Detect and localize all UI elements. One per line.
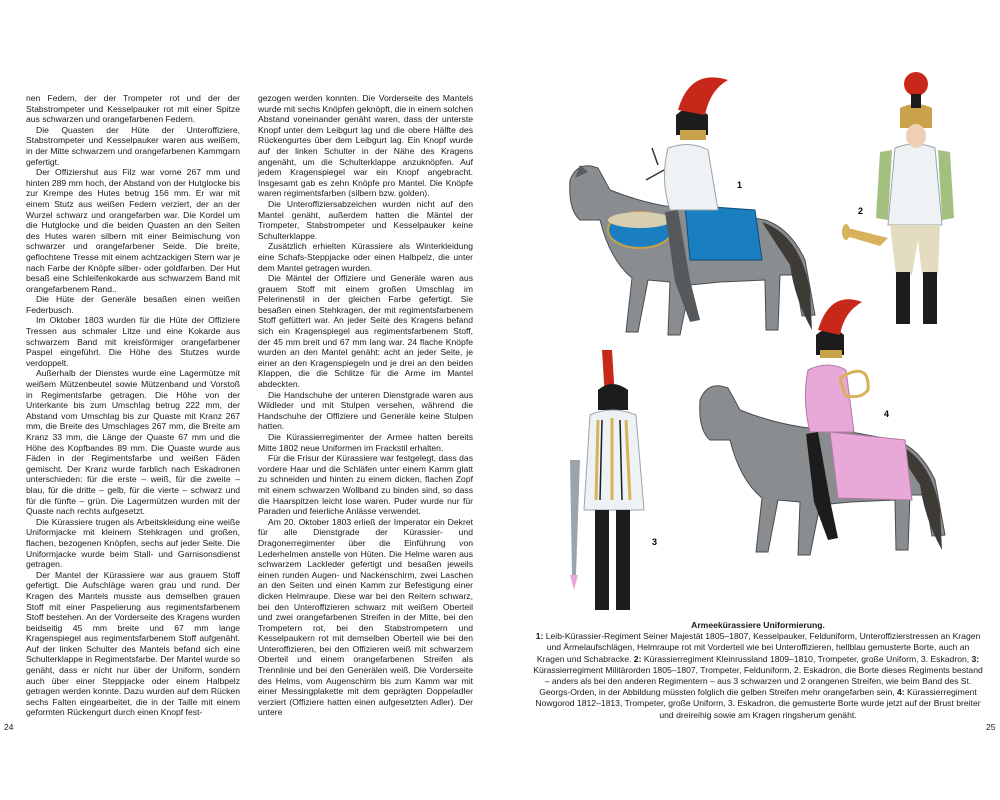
paragraph: Die Unteroffiziersabzeichen wurden nicht auf den Mantel genäht, außerdem hatten die Mäntel der Trompeter, Stabstrompeter und Kesselpauker keine Schulterklappe. <box>258 198 473 241</box>
paragraph: gezogen werden konnten. Die Vorderseite des Mantels wurde mit sechs Knöpfen geknöpft, die in einem solchen Abstand voneinander genäht waren, dass der unterste Knopf unter dem Leibgurt lag und die obere Hälfte des Rückengurtes über dem Leibgurt lag. Ein Knopf wurde auf der linken Schulter in der Nähe des Kragens angenäht, um die Schulterklappe anzuknöpfen. Auf jedem Kragenspiegel war ein Knopf angebracht. Insgesamt gab es zehn Knöpfe pro Mantel. Die Knöpfe waren regimentsfarben (silbern bzw. golden). <box>258 93 473 199</box>
caption-number: 2: <box>633 653 642 664</box>
figure-label-1: 1 <box>737 180 743 190</box>
caption-text: Leib-Kürassier-Regiment Seiner Majestät 1805–1807, Kesselpauker, Felduniform, Unteroffizierstressen an Kragen und Ärmelaufschlägen, Helmraupe rot mit Vorderteil wie bei Unteroffizieren, hellblau gemusterte Borte, auch an Kragen und Schabracke. <box>536 631 981 664</box>
caption-body <box>532 631 984 721</box>
paragraph: Die Quasten der Hüte der Unteroffiziere, Stabstrompeter und Kesselpauker waren aus weißem, in der Mitte schwarzem und orangefarbenen Kammgarn gefertigt. <box>26 124 240 167</box>
paragraph: Die Hüte der Generäle besaßen einen weißen Federbusch. <box>26 294 240 315</box>
paragraph: nen Federn, der der Trompeter rot und der der Stabstrompeter und Kesselpauker rot mit einer Spitze aus schwarzen und orangefarbenen Federn. <box>26 93 240 125</box>
paragraph: Die Kürassiere trugen als Arbeitskleidung eine weiße Uniformjacke mit kleinem Stehkragen und großen, flachen, bezogenen Knöpfen, sechs auf jeder Seite. Die Uniformjacke wurde beim Stall- und Garnisonsdienst getragen. <box>26 516 240 570</box>
page-number-right: 25 <box>986 722 996 732</box>
caption-text: Kürassierregiment Kleinrussland 1809–1810, Trompeter, große Uniform, 3. Eskadron, <box>641 653 972 664</box>
caption-title: Armeekürassiere Uniformierung. <box>691 620 825 630</box>
caption-text: Kürassierregiment Militärorden 1805–1807, Trompeter, Felduniform, 2. Eskadron, die Borte dieses Regiments bestand – anders als bei den anderen Regimentern – aus 3 schwarzen und 2 orangenen Streifen, wie beim Band des St. Georgs-Orden, in der Abbildung müssten folglich die gelben Streifen mehr orangefarben sein, <box>533 664 983 698</box>
paragraph: Außerhalb der Dienstes wurde eine Lagermütze mit weißem Mützenbeutel sowie Mützenband und Vorstoß in Regimentsfarbe getragen. Die Höhe von der Unterkante bis zum Umschlag betrug 222 mm, der Abstand vom Umschlag bis zur Quaste mit Kranz 267 mm, die Breite des Umschlages 267 mm, die Breite am Kranz 33 mm, die Länge der Quaste 67 mm und die Höhe des Kopfbandes 89 mm. Die Quaste wurde aus Fäden in der Regimentsfarbe und weißen Fäden gemischt. Der Kranz wurde farblich nach Eskadronen unterschieden: für die erste – weiß, für die zweite – blau, für die dritte – gelb, für die vierte – schwarz und für die fünfte – grün. Die Lagermützen wurden mit der Quaste nach rechts aufgesetzt. <box>26 368 240 517</box>
uniform-illustration <box>540 60 980 620</box>
figure-1-kettledrummer <box>570 77 815 335</box>
figure-label-2: 2 <box>858 206 864 216</box>
figure-3-trumpeter-back <box>570 350 644 610</box>
paragraph: Für die Frisur der Kürassiere war festgelegt, dass das vordere Haar und die Schläfen unter einem Kamm glatt zu schneiden und hinten zu einem dicken, flachen Zopf mit einem schwarzen Wollband zu binden sind, so dass die Haarspitzen leicht lose waren. Puder wurde nur für Paraden und feierliche Anlässe verwendet. <box>258 453 473 517</box>
figure-label-4: 4 <box>884 409 890 419</box>
caption-number: 4: <box>897 687 905 698</box>
figure-label-3: 3 <box>652 537 658 547</box>
paragraph: Der Mantel der Kürassiere war aus grauem Stoff gefertigt. Die Aufschläge waren grau und rund. Der Kragen des Mantels musste aus demselben grauen Stoff mit einer Paspelierung aus regimentsfarbenem Stoff bestehen. An der Vorderseite des Kragens wurden beidseitig 45 mm breite und 67 mm lange Kragenspiegel aus regimentsfarbenem Stoff aufgenäht. Auf der linken Schulter des Mantels befand sich eine Schulterklappe in Regimentsfarbe. Der Mantel wurde so genäht, dass er nicht nur über der Uniform, sondern auch über einer Steppjacke oder einem Halbpelz getragen werden konnte. Dazu wurden auf dem Rücken sechs Falten eingearbeitet, die in der Taille mit einem geformten Rückengurt durch einen Knopf fest- <box>26 569 240 718</box>
paragraph: Zusätzlich erhielten Kürassiere als Winterkleidung eine Schafs-Steppjacke oder einen Halbpelz, die unter dem Mantel getragen wurden. <box>258 241 473 273</box>
paragraph: Die Kürassierregimenter der Armee hatten bereits Mitte 1802 neue Uniformen im Frackstil erhalten. <box>258 432 473 453</box>
paragraph: Die Handschuhe der unteren Dienstgrade waren aus Wildleder und mit Stulpen versehen, während die Handschuhe der Offiziere und Generäle keine Stulpen hatten. <box>258 389 473 432</box>
figure-4-mounted-trumpeter <box>700 299 945 555</box>
caption-text: Kürassierregiment Nowgorod 1812–1813, Trompeter, große Uniform, 3. Eskadron, die gemusterte Borte wurde jetzt auf der Brust breiter und dreireihig sowie am Kragen ringsherum genäht. <box>535 687 981 720</box>
figure-caption <box>532 620 984 721</box>
caption-number: 3: <box>971 653 980 664</box>
caption-number: 1: <box>535 631 544 642</box>
illustration-canvas <box>540 60 980 620</box>
paragraph: Am 20. Oktober 1803 erließ der Imperator ein Dekret für alle Dienstgrade der Kürassier- und Dragonerregimenter über die Einführung von Lederhelmen anstelle von Hüten. Die Helme waren aus schwarzem Lackleder gefertigt und besaßen jeweils einen runden Augen- und Nackenschirm, zwei Laschen an den Seiten und einen Kamm zur Befestigung einer dicken Helmraupe. Diese war bei den Reitern schwarz, bei den Unteroffizieren schwarz mit weißem Oberteil und zwei orangefarbenen Streifen in der Mitte, bei den Trompetern rot, bei den Stabstrompetern und Kesselpaukern rot mit demselben Oberteil wie bei den Unteroffizieren, bei den Offizieren weiß mit schwarzem Oberteil und einem orangefarbenen Streifen als Trennlinie und bei den Generälen weiß. Die Vorderseite des Helms, vom Augenschirm bis zum Kamm war mit einer Messingplakette mit dem geprägten Doppeladler verziert (Offiziere hatten einen aufgesetzten Adler). Der untere <box>258 516 473 718</box>
paragraph: Im Oktober 1803 wurden für die Hüte der Offiziere Tressen aus schmaler Litze und eine Kokarde aus schwarzem Band mit kreisförmiger orangefarbener Paspel eingeführt. Die Höhe des Stutzes wurde verdoppelt. <box>26 315 240 368</box>
paragraph: Die Mäntel der Offiziere und Generäle waren aus grauem Stoff mit einem großen Umschlag im Pelerinenstil in der gleichen Farbe gefertigt. Sie besaßen einen Stehkragen, der mit regimentsfarbenem Stoff gefüttert war. An jeder Seite des Kragens befand sich ein Kragenspiegel aus regimentsfarbenem Stoff, der 45 mm breit und 67 mm lang war. 24 flache Knöpfe wurden an den Mantel genäht: acht an jeder Seite, je einer an den Kragenspiegeln und je drei an den beiden Klappen, die die Schlitze für die Arme im Mantel abdeckten. <box>258 273 473 390</box>
middle-text-column <box>258 93 473 718</box>
paragraph: Der Offiziershut aus Filz war vorne 267 mm und hinten 289 mm hoch, der Abstand von der Hutglocke bis zur Krempe des Hutes betrug 156 mm. Er war mit einem Stutz aus weißen Federn verziert, der an der Wurzel schwarz und orangefarben war. Die Kordel um die Hutglocke und die beiden Quasten an den Seiten des Hutes waren silbern mit einer Beimischung von schwarzer und orangefarbener Seide. Die breite, geflochtene Tresse mit einem achtzackigen Stern war je nach Farbe der Knöpfe silber- oder goldfarben. Der Hut besaß eine Schleifenkokarde aus schwarzem Band mit orangefarbenem Rand.. <box>26 167 240 294</box>
figure-2-trumpeter <box>842 72 954 324</box>
left-text-column <box>26 93 240 718</box>
page-number-left: 24 <box>4 722 14 732</box>
